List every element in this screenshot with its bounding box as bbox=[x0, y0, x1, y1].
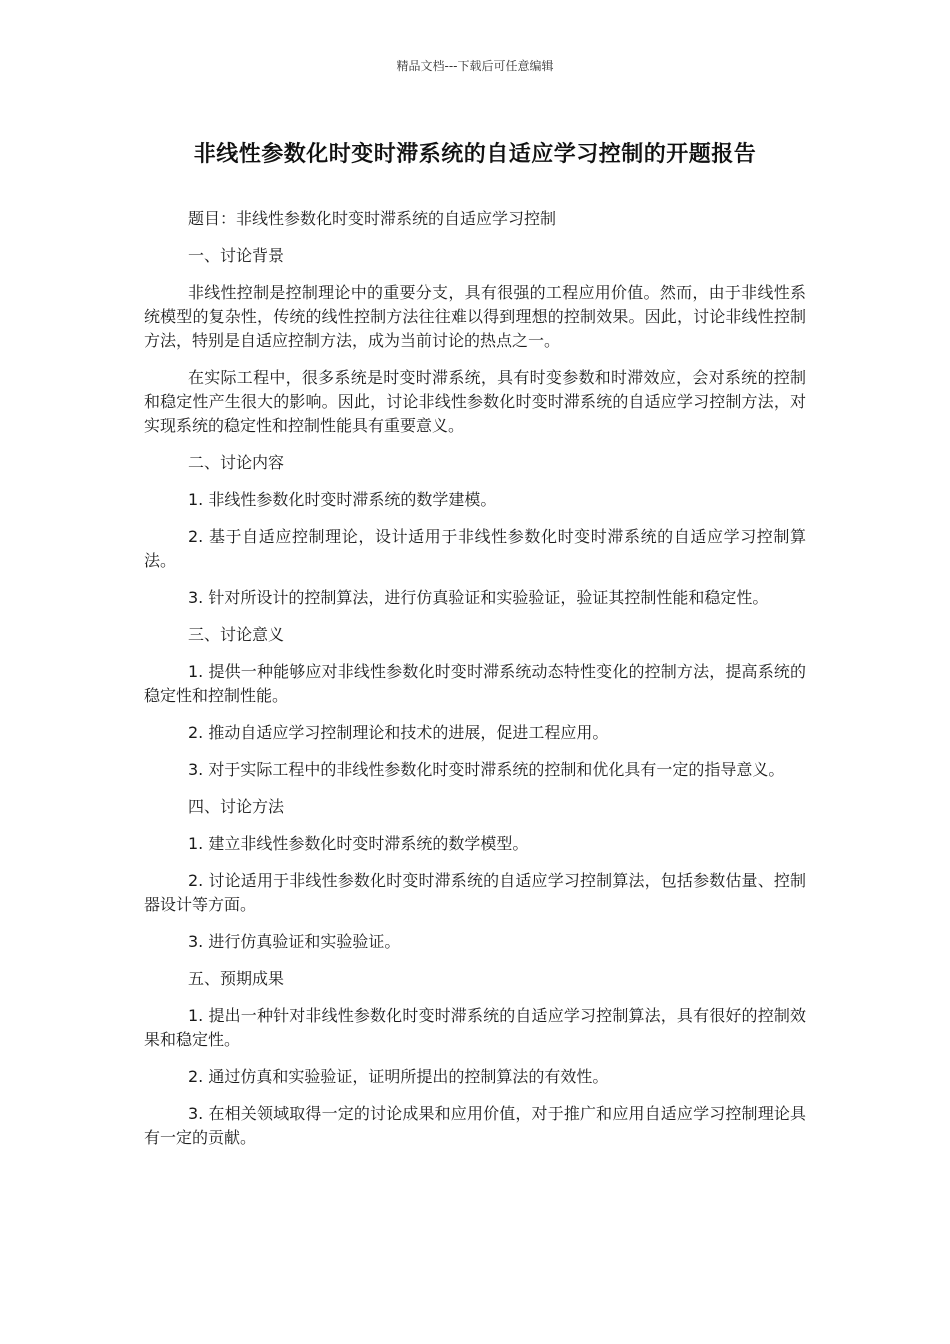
page-header-note: 精品文档---下载后可任意编辑 bbox=[396, 59, 554, 73]
list-item: 3. 针对所设计的控制算法，进行仿真验证和实验验证，验证其控制性能和稳定性。 bbox=[188, 588, 769, 607]
list-item: 1. 提供一种能够应对非线性参数化时变时滞系统动态特性变化的控制方法，提高系统的稳定性和控制性能。 bbox=[144, 662, 806, 705]
list-item: 3. 对于实际工程中的非线性参数化时变时滞系统的控制和优化具有一定的指导意义。 bbox=[188, 760, 785, 779]
list-item: 3. 进行仿真验证和实验验证。 bbox=[188, 932, 401, 951]
section-heading-content: 二、讨论内容 bbox=[188, 453, 285, 472]
section-heading-significance: 三、讨论意义 bbox=[188, 625, 285, 644]
list-item: 3. 在相关领域取得一定的讨论成果和应用价值，对于推广和应用自适应学习控制理论具有一定的贡献。 bbox=[144, 1104, 806, 1147]
document-body bbox=[144, 207, 806, 1163]
list-item: 2. 讨论适用于非线性参数化时变时滞系统的自适应学习控制算法，包括参数估量、控制器设计等方面。 bbox=[144, 871, 806, 914]
list-item: 1. 提出一种针对非线性参数化时变时滞系统的自适应学习控制算法，具有很好的控制效果和稳定性。 bbox=[144, 1006, 806, 1049]
document-title: 非线性参数化时变时滞系统的自适应学习控制的开题报告 bbox=[193, 142, 757, 167]
section-heading-outcomes: 五、预期成果 bbox=[188, 969, 285, 988]
list-item: 2. 基于自适应控制理论，设计适用于非线性参数化时变时滞系统的自适应学习控制算法。 bbox=[144, 527, 806, 570]
list-item: 1. 建立非线性参数化时变时滞系统的数学模型。 bbox=[188, 834, 529, 853]
topic-line: 题目：非线性参数化时变时滞系统的自适应学习控制 bbox=[188, 209, 557, 228]
section-heading-background: 一、讨论背景 bbox=[188, 246, 285, 265]
list-item: 2. 推动自适应学习控制理论和技术的进展，促进工程应用。 bbox=[188, 723, 609, 742]
section-heading-method: 四、讨论方法 bbox=[188, 797, 285, 816]
list-item: 2. 通过仿真和实验验证，证明所提出的控制算法的有效性。 bbox=[188, 1067, 609, 1086]
body-paragraph: 非线性控制是控制理论中的重要分支，具有很强的工程应用价值。然而，由于非线性系统模型的复杂性，传统的线性控制方法往往难以得到理想的控制效果。因此，讨论非线性控制方法，特别是自适应控制方法，成为当前讨论的热点之一。 bbox=[144, 283, 806, 350]
body-paragraph: 在实际工程中，很多系统是时变时滞系统，具有时变参数和时滞效应，会对系统的控制和稳定性产生很大的影响。因此，讨论非线性参数化时变时滞系统的自适应学习控制方法，对实现系统的稳定性和控制性能具有重要意义。 bbox=[144, 368, 806, 435]
list-item: 1. 非线性参数化时变时滞系统的数学建模。 bbox=[188, 490, 497, 509]
